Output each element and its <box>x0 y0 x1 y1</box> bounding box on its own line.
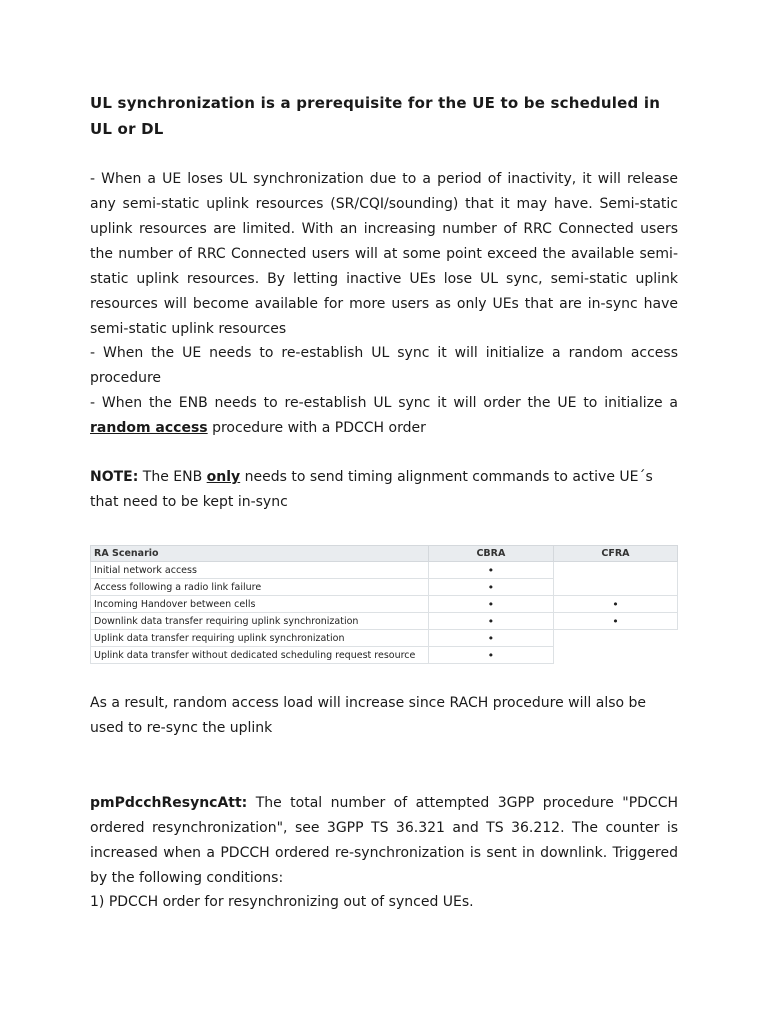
paragraph-enb-resync-tail: procedure with a PDCCH order <box>207 420 426 436</box>
counter-description: The total number of attempted 3GPP procedure "PDCCH ordered resynchronization", see 3GPP TS 36.321 and TS 36.212. The counter is increased when a PDCCH ordered re-synchronization is sent in downlink. Triggered by the following conditions: <box>90 795 678 886</box>
cbra-cell: • <box>428 579 553 596</box>
condition-item: 1) PDCCH order for resynchronizing out of synced UEs. <box>90 894 474 910</box>
cfra-cell: • <box>553 613 677 630</box>
document-heading: UL synchronization is a prerequisite for the UE to be scheduled in UL or DL <box>90 94 661 138</box>
scenario-cell: Downlink data transfer requiring uplink synchronization <box>91 613 429 630</box>
cfra-cell <box>553 647 677 664</box>
note-only-emphasis: only <box>206 469 241 485</box>
table-row <box>91 579 678 596</box>
result-paragraph: As a result, random access load will increase since RACH procedure will also be used to re-sync the uplink <box>90 695 647 736</box>
table-header-row <box>91 546 678 562</box>
note-text: The ENB <box>138 469 207 485</box>
random-access-emphasis: random access <box>90 420 208 436</box>
paragraph-enb-resync <box>90 391 678 441</box>
cbra-cell: • <box>428 596 553 613</box>
counter-name: pmPdcchResyncAtt: <box>90 795 248 811</box>
cbra-cell: • <box>428 613 553 630</box>
table-row <box>91 562 678 579</box>
header-cfra: CFRA <box>553 546 677 562</box>
cbra-cell: • <box>428 647 553 664</box>
cfra-cell <box>553 562 677 579</box>
scenario-cell: Incoming Handover between cells <box>91 596 429 613</box>
cbra-cell: • <box>428 562 553 579</box>
cbra-cell: • <box>428 630 553 647</box>
note-label: NOTE: <box>90 469 139 485</box>
paragraph-enb-resync-text: - When the ENB needs to re-establish UL sync it will order the UE to initialize a <box>90 395 678 411</box>
note-paragraph <box>90 465 678 515</box>
counter-paragraph <box>90 791 678 891</box>
scenario-cell: Access following a radio link failure <box>91 579 429 596</box>
paragraph-release-resources: - When a UE loses UL synchronization due to a period of inactivity, it will release any semi-static uplink resources (SR/CQI/sounding) that it may have. Semi-static uplink resources are limited. With an increasing number of RRC Connected users the number of RRC Connected users will at some point exceed the available semi-static uplink resources. By letting inactive UEs lose UL sync, semi-static uplink resources will become available for more users as only UEs that are in-sync have semi-static uplink resources <box>90 171 678 337</box>
cfra-cell <box>553 630 677 647</box>
cfra-cell <box>553 579 677 596</box>
header-ra-scenario: RA Scenario <box>91 546 429 562</box>
table-row <box>91 613 678 630</box>
scenario-cell: Uplink data transfer requiring uplink synchronization <box>91 630 429 647</box>
table-row <box>91 647 678 664</box>
table-row <box>91 630 678 647</box>
paragraph-ue-resync: - When the UE needs to re-establish UL sync it will initialize a random access procedure <box>90 345 678 386</box>
header-cbra: CBRA <box>428 546 553 562</box>
scenario-cell: Initial network access <box>91 562 429 579</box>
note-text-tail: needs to send timing alignment commands to active UE´s that need to be kept in-sync <box>90 469 653 510</box>
scenario-cell: Uplink data transfer without dedicated scheduling request resource <box>91 647 429 664</box>
table-row <box>91 596 678 613</box>
ra-scenario-table <box>90 545 678 664</box>
cfra-cell: • <box>553 596 677 613</box>
